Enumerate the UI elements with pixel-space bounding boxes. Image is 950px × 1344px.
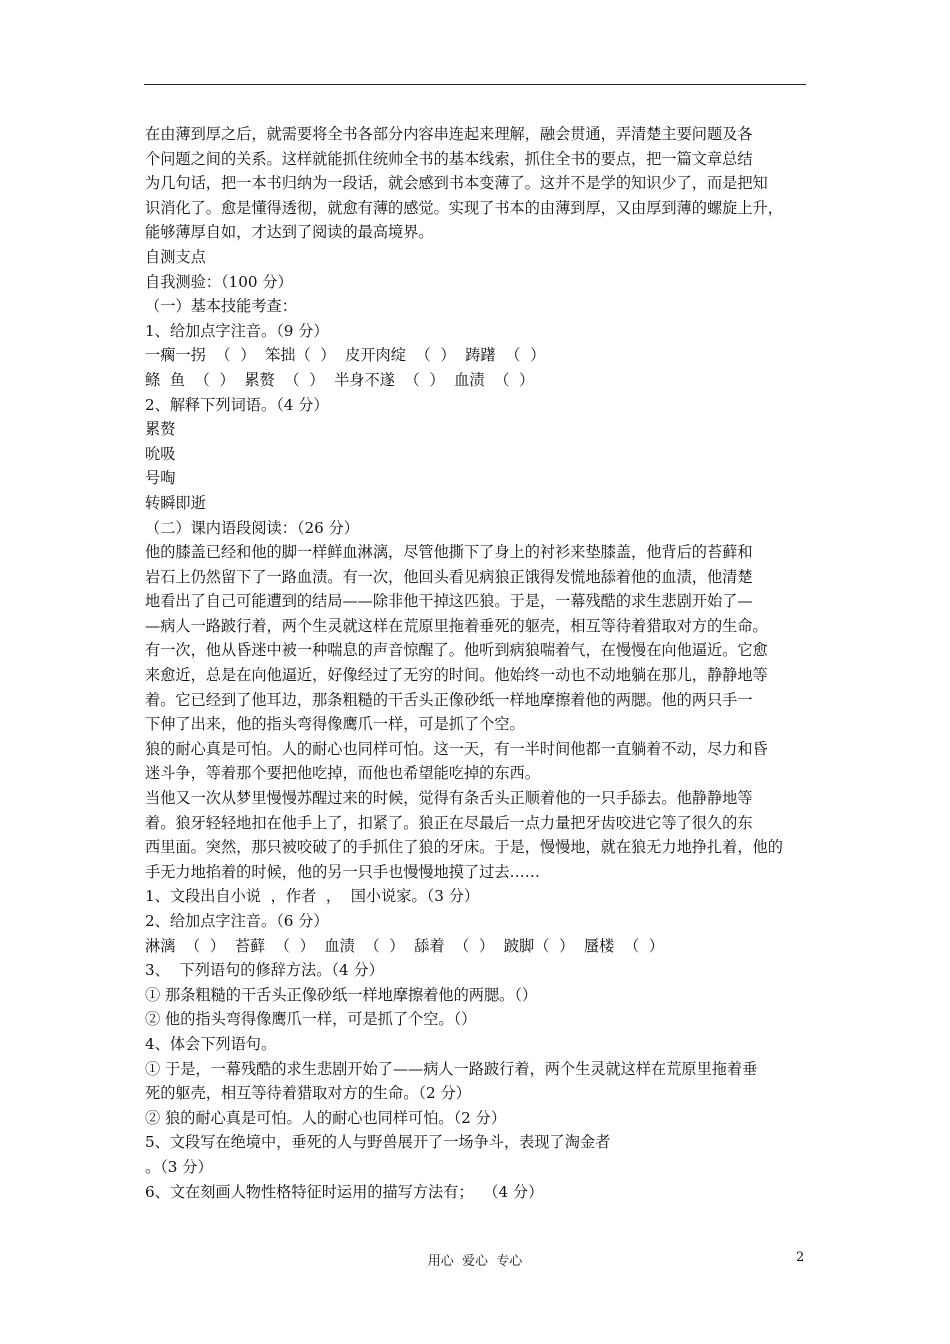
text-line: 着。狼牙轻轻地扣在他手上了，扣紧了。狼正在尽最后一点力量把牙齿咬进它等了很久的东 [145,813,753,832]
text-line: 3、 下列语句的修辞方法。（4 分） [145,961,384,980]
text-line: —病人一路跛行着，两个生灵就这样在荒原里拖着垂死的躯壳，相互等待着猎取对方的生命。 [145,616,768,635]
text-line: 下伸了出来，他的指头弯得像鹰爪一样，可是抓了个空。 [145,715,525,734]
text-line: 4、体会下列语句。 [145,1034,277,1053]
text-line: ② 他的指头弯得像鹰爪一样，可是抓了个空。（） [145,1010,477,1029]
header-rule [144,84,806,85]
text-line: 转瞬即逝 [145,493,206,512]
text-line: 一瘸一拐 （ ） 笨拙（ ） 皮开肉绽 （ ） 踌躇 （ ） [145,346,546,365]
text-line: 手无力地掐着的时候，他的另一只手也慢慢地摸了过去…… [145,862,540,881]
text-line: 他的膝盖已经和他的脚一样鲜血淋漓，尽管他撕下了身上的衬衫来垫膝盖，他背后的苔藓和 [145,543,753,562]
text-line: ① 于是，一幕残酷的求生悲剧开始了——病人一路跛行着，两个生灵就这样在荒原里拖着垂 [145,1059,758,1078]
footer-motto: 用心 爱心 专心 [427,1254,523,1269]
text-line: 地看出了自己可能遭到的结局——除非他干掉这匹狼。于是，一幕残酷的求生悲剧开始了— [145,592,753,611]
text-line: 着。它已经到了他耳边，那条粗糙的干舌头正像砂纸一样地摩擦着他的两腮。他的两只手一 [145,690,753,709]
text-line: 自测支点 [145,247,206,266]
text-line: 西里面。突然，那只被咬破了的手抓住了狼的牙床。于是，慢慢地，就在狼无力地挣扎着，他的 [145,838,783,857]
page-number: 2 [796,1250,805,1265]
text-line: 累赘 [145,420,176,439]
text-line: 死的躯壳，相互等待着猎取对方的生命。（2 分） [145,1084,471,1103]
text-line: 1、文段出自小说 ，作者 ， 国小说家。（3 分） [145,887,480,906]
text-line: 个问题之间的关系。这样就能抓住统帅全书的基本线索，抓住全书的要点，把一篇文章总结 [145,149,753,168]
text-line: 鲦 鱼 （ ） 累赘 （ ） 半身不遂 （ ） 血渍 （ ） [145,370,535,389]
text-line: （一）基本技能考查： [145,297,297,316]
text-line: 来愈近，总是在向他逼近，好像经过了无穷的时间。他始终一动也不动地躺在那儿，静静地等 [145,666,768,685]
text-line: 5、文段写在绝境中，垂死的人与野兽展开了一场争斗，表现了淘金者 [145,1133,611,1152]
text-line: 为几句话，把一本书归纳为一段话，就会感到书本变薄了。这并不是学的知识少了，而是把知 [145,174,768,193]
text-line: 。（3 分） [145,1157,213,1176]
text-line: 识消化了。愈是懂得透彻，就愈有薄的感觉。实现了书本的由薄到厚，又由厚到薄的螺旋上升， [145,198,783,217]
text-line: 号啕 [145,469,176,488]
text-line: 迷斗争，等着那个要把他吃掉，而他也希望能吃掉的东西。 [145,764,540,783]
text-line: 吮吸 [145,444,176,463]
text-line: 自我测验：（100 分） [145,272,293,291]
text-line: ② 狼的耐心真是可怕。人的耐心也同样可怕。（2 分） [145,1108,507,1127]
text-line: ① 那条粗糙的干舌头正像砂纸一样地摩擦着他的两腮。（） [145,985,538,1004]
text-line: 能够薄厚自如，才达到了阅读的最高境界。 [145,223,434,242]
text-line: 2、给加点字注音。（6 分） [145,912,329,930]
text-line: 2、解释下列词语。（4 分） [145,395,329,414]
text-line: 当他又一次从梦里慢慢苏醒过来的时候，觉得有条舌头正顺着他的一只手舔去。他静静地等 [145,789,753,808]
document-body [145,122,811,1204]
text-line: 有一次，他从昏迷中被一种喘息的声音惊醒了。他听到病狼喘着气，在慢慢在向他逼近。它愈 [145,641,768,660]
text-line: 淋漓 （ ） 苔藓 （ ） 血渍 （ ） 舔着 （ ） 跛脚（ ） 蜃楼 （ ） [145,936,664,955]
text-line: （二）课内语段阅读：（26 分） [145,518,359,537]
text-line: 狼的耐心真是可怕。人的耐心也同样可怕。这一天，有一半时间他都一直躺着不动，尽力和昏 [145,739,768,758]
text-line: 岩石上仍然留下了一路血渍。有一次，他回头看见病狼正饿得发慌地舔着他的血渍，他清楚 [145,567,753,586]
text-line: 在由薄到厚之后，就需要将全书各部分内容串连起来理解，融会贯通，弄清楚主要问题及各 [145,125,753,143]
text-line: 6、文在刻画人物性格特征时运用的描写方法有； （4 分） [145,1182,544,1201]
text-line: 1、给加点字注音。（9 分） [145,321,329,340]
